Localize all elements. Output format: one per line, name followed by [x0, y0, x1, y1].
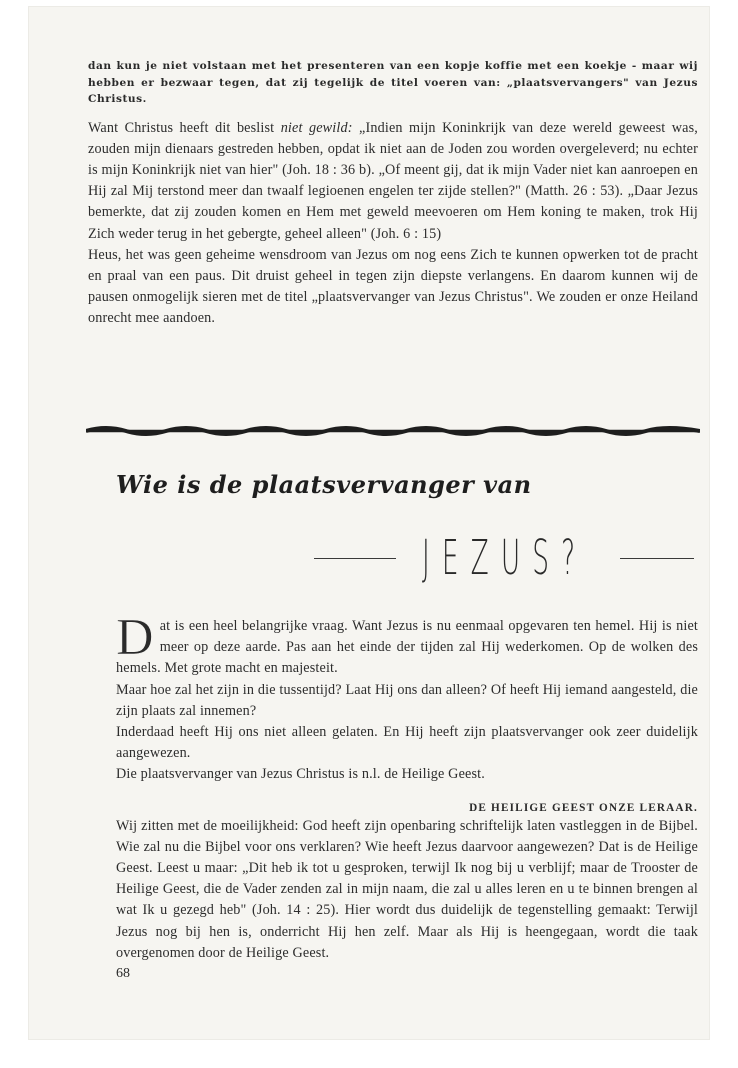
subheading-leraar: DE HEILIGE GEEST ONZE LERAAR.	[469, 801, 698, 814]
paragraph-text: Want Christus heeft dit beslist	[88, 119, 281, 136]
paragraph-tussentijd: Maar hoe zal het zijn in die tussentijd? Laat Hij ons dan alleen? Of heeft Hij iemand aangesteld, die zijn plaats zal innemen?	[116, 681, 698, 719]
drop-cap: D	[116, 609, 154, 666]
paragraph-niet-alleen: Inderdaad heeft Hij ons niet alleen gelaten. En Hij heeft zijn plaatsvervanger ook zeer duidelijk aangewezen.	[116, 724, 698, 762]
paragraph-belangrijke-vraag	[116, 609, 698, 680]
intro-bold-paragraph: dan kun je niet volstaan met het presenteren van een kopje koffie met een koekje - maar wij hebben er bezwaar tegen, dat zij tegelijk de titel voeren van: „plaatsvervangers" van Jezus Christus.	[88, 60, 698, 105]
section-body	[116, 609, 698, 982]
section-heading-script: Wie is de plaatsvervanger van	[116, 470, 532, 499]
heading-rule-right	[620, 558, 694, 559]
paragraph-wensdroom: Heus, het was geen geheime wensdroom van Jezus om nog eens Zich te kunnen opwerken tot de pracht en praal van een paus. Dit druist geheel in tegen zijn diepste verlangens. En daarom kunnen wij de pausen onmogelijk sieren met de titel „plaatsvervanger van Jezus Christus". We zouden er onze Heiland onrecht mee aandoen.	[88, 246, 698, 327]
section-heading-jezus	[314, 526, 694, 590]
page-number: 68	[116, 966, 130, 982]
book-page	[28, 6, 710, 1040]
paragraph-heilige-geest: Die plaatsvervanger van Jezus Christus is n.l. de Heilige Geest.	[116, 766, 485, 783]
heading-jezus-text: JEZUS?	[422, 530, 588, 586]
paragraph-text: at is een heel belangrijke vraag. Want Jezus is nu eenmaal opgevaren ten hemel. Hij is niet meer op deze aarde. Pas aan het einde der tijden zal Hij wederkomen. Op de wolken des hemels. Met grote macht en majesteit.	[116, 618, 698, 677]
heading-rule-left	[314, 558, 396, 559]
italic-phrase: niet gewild:	[280, 119, 353, 136]
decorative-divider	[86, 424, 700, 438]
paragraph-text: „Indien mijn Koninkrijk van deze wereld geweest was, zouden mijn dienaars gestreden hebben, opdat ik niet aan de Joden zou worden overgeleverd; nu echter is mijn Koninkrijk niet van hier" (Joh. 18 : 36 b). „Of meent gij, dat ik mijn Vader niet kan aanroepen en Hij zal Mij terstond meer dan twaalf legioenen engelen ter zijde stellen?" (Matth. 26 : 53). „Daar Jezus bemerkte, dat zij zouden komen en Hem met geweld meevoeren om Hem koning te maken, trok Hij Zich weder terug in het gebergte, geheel alleen" (Joh. 6 : 15)	[88, 119, 698, 242]
paragraph-christus-niet-gewild	[88, 118, 698, 245]
top-text-block	[88, 58, 698, 330]
paragraph-moeilijkheid: Wij zitten met de moeilijkheid: God heeft zijn openbaring schriftelijk laten vastleggen in de Bijbel. Wie zal nu die Bijbel voor ons verklaren? Wie heeft Jezus daarvoor aangewezen? Dat is de Heilige Geest. Leest u maar: „Dit heb ik tot u gesproken, terwijl Ik nog bij u verblijf; maar de Trooster de Heilige Geest, die de Vader zenden zal in mijn naam, die zal u alles leren en u te binnen brengen al wat Ik u gezegd heb" (Joh. 14 : 25). Hier wordt dus duidelijk de tegenstelling gemaakt: Terwijl Jezus nog bij hen is, onderricht Hij hen zelf. Maar als Hij is heengegaan, wordt die taak overgenomen door de Heilige Geest.	[116, 817, 698, 961]
